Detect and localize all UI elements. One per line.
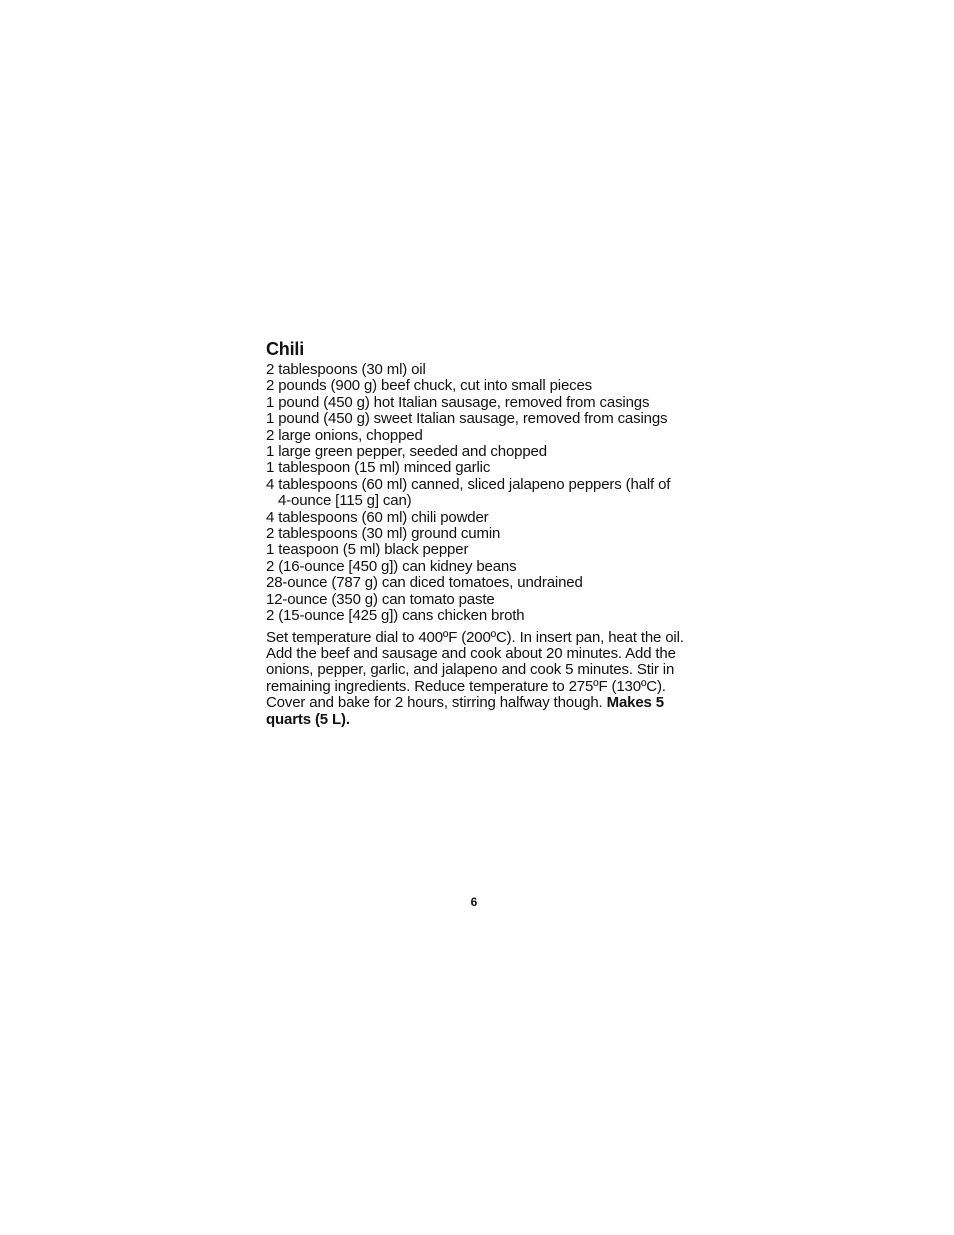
page-number: 6 [470, 895, 478, 909]
ingredient-item: 1 pound (450 g) sweet Italian sausage, removed from casings [266, 410, 668, 428]
recipe [266, 338, 686, 728]
ingredient-item: 2 (16-ounce [450 g]) can kidney beans [266, 557, 517, 575]
ingredient-item: 1 large green pepper, seeded and chopped [266, 443, 547, 461]
ingredient-item: 1 tablespoon (15 ml) minced garlic [266, 459, 491, 477]
ingredient-list [266, 362, 686, 625]
ingredient-item: 1 pound (450 g) hot Italian sausage, removed from casings [266, 393, 650, 411]
ingredient-item: 4 tablespoons (60 ml) chili powder [266, 508, 489, 526]
ingredient-item: 28-ounce (787 g) can diced tomatoes, undrained [266, 574, 583, 592]
ingredient-item: 2 pounds (900 g) beef chuck, cut into small pieces [266, 377, 593, 395]
recipe-title: Chili [266, 339, 304, 359]
ingredient-item: 4 tablespoons (60 ml) canned, sliced jalapeno peppers (half of 4-ounce [115 g] can) [266, 475, 671, 510]
ingredient-item: 2 tablespoons (30 ml) ground cumin [266, 525, 501, 543]
ingredient-item: 2 tablespoons (30 ml) oil [266, 361, 426, 378]
ingredient-item: 2 large onions, chopped [266, 426, 423, 444]
directions-text: Set temperature dial to 400ºF (200ºC). In insert pan, heat the oil. Add the beef and sausage and cook about 20 minutes. Add the onions, pepper, garlic, and jalapeno and cook 5 minutes. Stir in remaining ingredients. Reduce temperature to 275ºF (130ºC). Cover and bake for 2 hours, stirring halfway though. [266, 628, 684, 712]
recipe-yield: Makes 5 quarts (5 L). [266, 694, 664, 728]
recipe-directions [266, 630, 686, 728]
ingredient-item: 2 (15-ounce [425 g]) cans chicken broth [266, 607, 525, 625]
ingredient-item: 1 teaspoon (5 ml) black pepper [266, 541, 469, 559]
ingredient-item: 12-ounce (350 g) can tomato paste [266, 590, 495, 608]
